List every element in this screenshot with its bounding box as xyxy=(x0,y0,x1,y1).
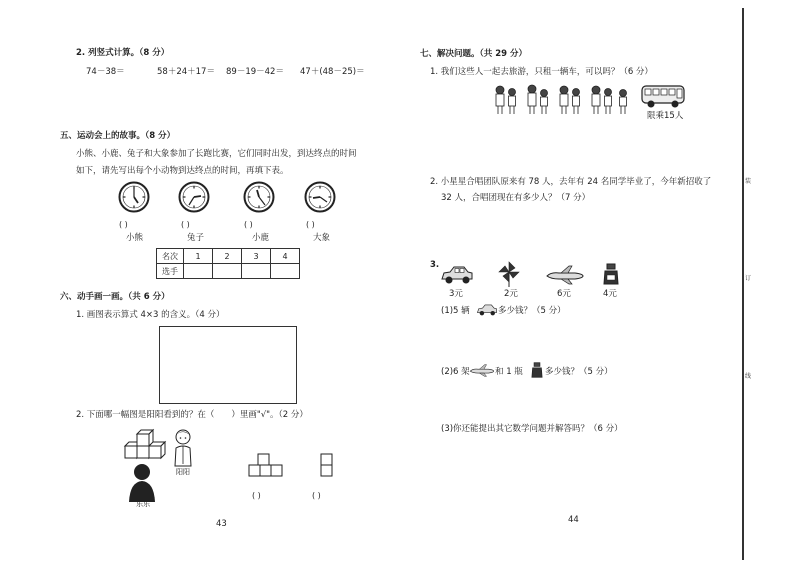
expression-3: 89－19－42＝ xyxy=(226,67,284,77)
animal-label-rabbit: 兔子 xyxy=(187,233,205,243)
table-cell: 1 xyxy=(184,249,213,264)
price-car: 3元 xyxy=(449,289,463,299)
bus-capacity-label: 限乘15人 xyxy=(647,111,684,121)
ink-bottle-icon xyxy=(603,263,619,285)
sub2-text-c: 多少钱？（5 分） xyxy=(545,367,613,377)
section-7-q1: 1. 我们这些人一起去旅游，只租一辆车，可以吗？（6 分） xyxy=(430,67,653,77)
clock-icon xyxy=(118,181,150,213)
binding-mark: 订 xyxy=(745,275,752,282)
bus-icon xyxy=(640,84,686,110)
table-input-cell[interactable] xyxy=(242,264,271,279)
table-row xyxy=(157,249,300,264)
toy-plane-icon xyxy=(469,364,495,377)
sub3-text: (3)你还能提出其它数学问题并解答吗？（6 分） xyxy=(441,424,623,434)
table-input-cell[interactable] xyxy=(184,264,213,279)
table-cell: 4 xyxy=(271,249,300,264)
table-header-player: 选手 xyxy=(157,264,184,279)
animal-label-deer: 小鹿 xyxy=(252,233,270,243)
person-label-lele: 乐乐 xyxy=(136,500,150,508)
section-6-title: 六、动手画一画。（共 6 分） xyxy=(60,292,170,302)
table-cell: 2 xyxy=(213,249,242,264)
page-number-right: 44 xyxy=(568,515,579,525)
paragraph-line-2: 如下，请先写出每个小动物到达终点的时间，再填下表。 xyxy=(76,166,289,176)
answer-paren-a[interactable]: ( ) xyxy=(252,491,261,500)
expression-4: 47＋(48－25)＝ xyxy=(300,67,365,77)
price-ink: 4元 xyxy=(603,289,617,299)
expression-2: 58＋24＋17＝ xyxy=(157,67,215,77)
paragraph-line-1: 小熊、小鹿、兔子和大象参加了长跑比赛，它们同时出发，到达终点的时间 xyxy=(76,149,357,159)
binding-line xyxy=(742,8,744,560)
clock-icon xyxy=(243,181,275,213)
table-input-cell[interactable] xyxy=(213,264,242,279)
answer-paren[interactable]: ( ) xyxy=(119,220,128,229)
section-5-paragraph xyxy=(76,146,396,180)
expression-1: 74－38＝ xyxy=(86,67,125,77)
section-7-q3-number: 3. xyxy=(430,260,440,270)
sub2-text-b: 和 1 瓶 xyxy=(495,367,523,377)
answer-paren[interactable]: ( ) xyxy=(306,220,315,229)
price-pinwheel: 2元 xyxy=(504,289,518,299)
section-6-q2: 2. 下面哪一幅图是阳阳看到的？在（ ）里画"√"。（2 分） xyxy=(76,410,308,420)
sub1-text-b: 多少钱？（5 分） xyxy=(498,306,566,316)
table-cell: 3 xyxy=(242,249,271,264)
answer-paren[interactable]: ( ) xyxy=(244,220,253,229)
q2-title: 2. 列竖式计算。（8 分） xyxy=(76,48,170,58)
section-5-title: 五、运动会上的故事。（8 分） xyxy=(60,131,176,141)
section-7-q2-line1: 2. 小星星合唱团队原来有 78 人，去年有 24 名同学毕业了，今年新招收了 xyxy=(430,177,712,187)
sub1-text-a: (1)5 辆 xyxy=(441,306,470,316)
table-input-cell[interactable] xyxy=(271,264,300,279)
clock-icon xyxy=(304,181,336,213)
toy-plane-icon xyxy=(545,265,585,285)
clock-icon xyxy=(178,181,210,213)
pinwheel-icon xyxy=(497,260,521,288)
person-yangyang-icon xyxy=(170,428,196,470)
binding-mark: 线 xyxy=(745,373,752,380)
view-option-a xyxy=(248,452,284,480)
section-7-title: 七、解决问题。（共 29 分） xyxy=(420,49,527,59)
toy-car-icon xyxy=(440,264,474,286)
section-6-q1: 1. 画图表示算式 4×3 的含义。（4 分） xyxy=(76,310,225,320)
binding-mark: 装 xyxy=(745,178,752,185)
animal-label-elephant: 大象 xyxy=(313,233,331,243)
table-row xyxy=(157,264,300,279)
answer-paren[interactable]: ( ) xyxy=(181,220,190,229)
page-number-left: 43 xyxy=(216,519,227,529)
drawing-area[interactable] xyxy=(159,326,297,404)
person-label-yangyang: 阳阳 xyxy=(176,468,190,476)
group-of-people-icon xyxy=(492,82,632,118)
table-header-rank: 名次 xyxy=(157,249,184,264)
toy-car-icon xyxy=(476,303,498,317)
ranking-table xyxy=(156,248,300,279)
view-option-b xyxy=(318,452,336,480)
answer-paren-b[interactable]: ( ) xyxy=(312,491,321,500)
sub2-text-a: (2)6 架 xyxy=(441,367,470,377)
section-7-q2-line2: 32 人，合唱团现在有多少人？（7 分） xyxy=(441,193,591,203)
price-plane: 6元 xyxy=(557,289,571,299)
animal-label-bear: 小熊 xyxy=(126,233,144,243)
cube-stack-icon xyxy=(125,430,165,458)
person-back-icon xyxy=(129,464,155,502)
ink-bottle-icon xyxy=(531,362,543,378)
